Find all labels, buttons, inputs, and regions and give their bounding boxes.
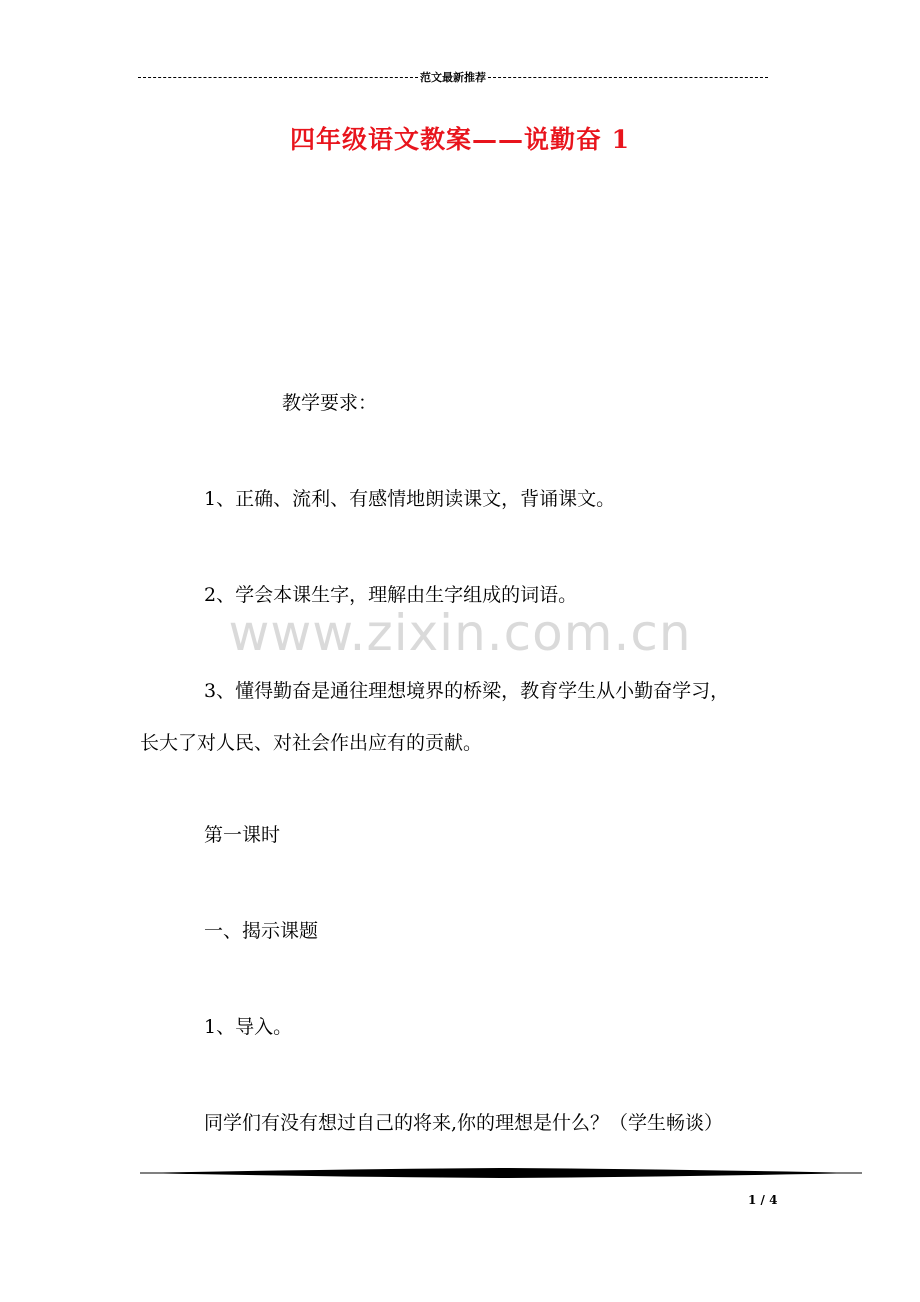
section-heading-requirements: 教学要求： <box>282 392 378 414</box>
watermark: www.zixin.com.cn <box>228 604 692 662</box>
footer-rule <box>140 1166 862 1180</box>
header-dash-right <box>488 77 768 78</box>
page-header <box>138 68 768 86</box>
document-title: 四年级语文教案——说勤奋 1 <box>289 125 631 154</box>
header-label: 范文最新推荐 <box>420 71 486 84</box>
step-item-1-question: 同学们有没有想过自己的将来,你的理想是什么？（学生畅谈） <box>204 1112 724 1134</box>
step-item-1: 1、导入。 <box>204 1016 293 1038</box>
step-heading-1: 一、揭示课题 <box>204 920 319 942</box>
header-dash-left <box>138 77 418 78</box>
lesson-period-heading: 第一课时 <box>204 824 281 846</box>
requirement-item-3-line2: 长大了对人民、对社会作出应有的贡献。 <box>140 732 483 754</box>
requirement-item-1: 1、正确、流利、有感情地朗读课文，背诵课文。 <box>204 488 616 510</box>
page-number: 1 / 4 <box>748 1193 778 1207</box>
requirement-item-3-line1: 3、懂得勤奋是通往理想境界的桥梁，教育学生从小勤奋学习， <box>204 680 730 702</box>
requirement-item-2: 2、学会本课生字，理解由生字组成的词语。 <box>204 584 578 606</box>
